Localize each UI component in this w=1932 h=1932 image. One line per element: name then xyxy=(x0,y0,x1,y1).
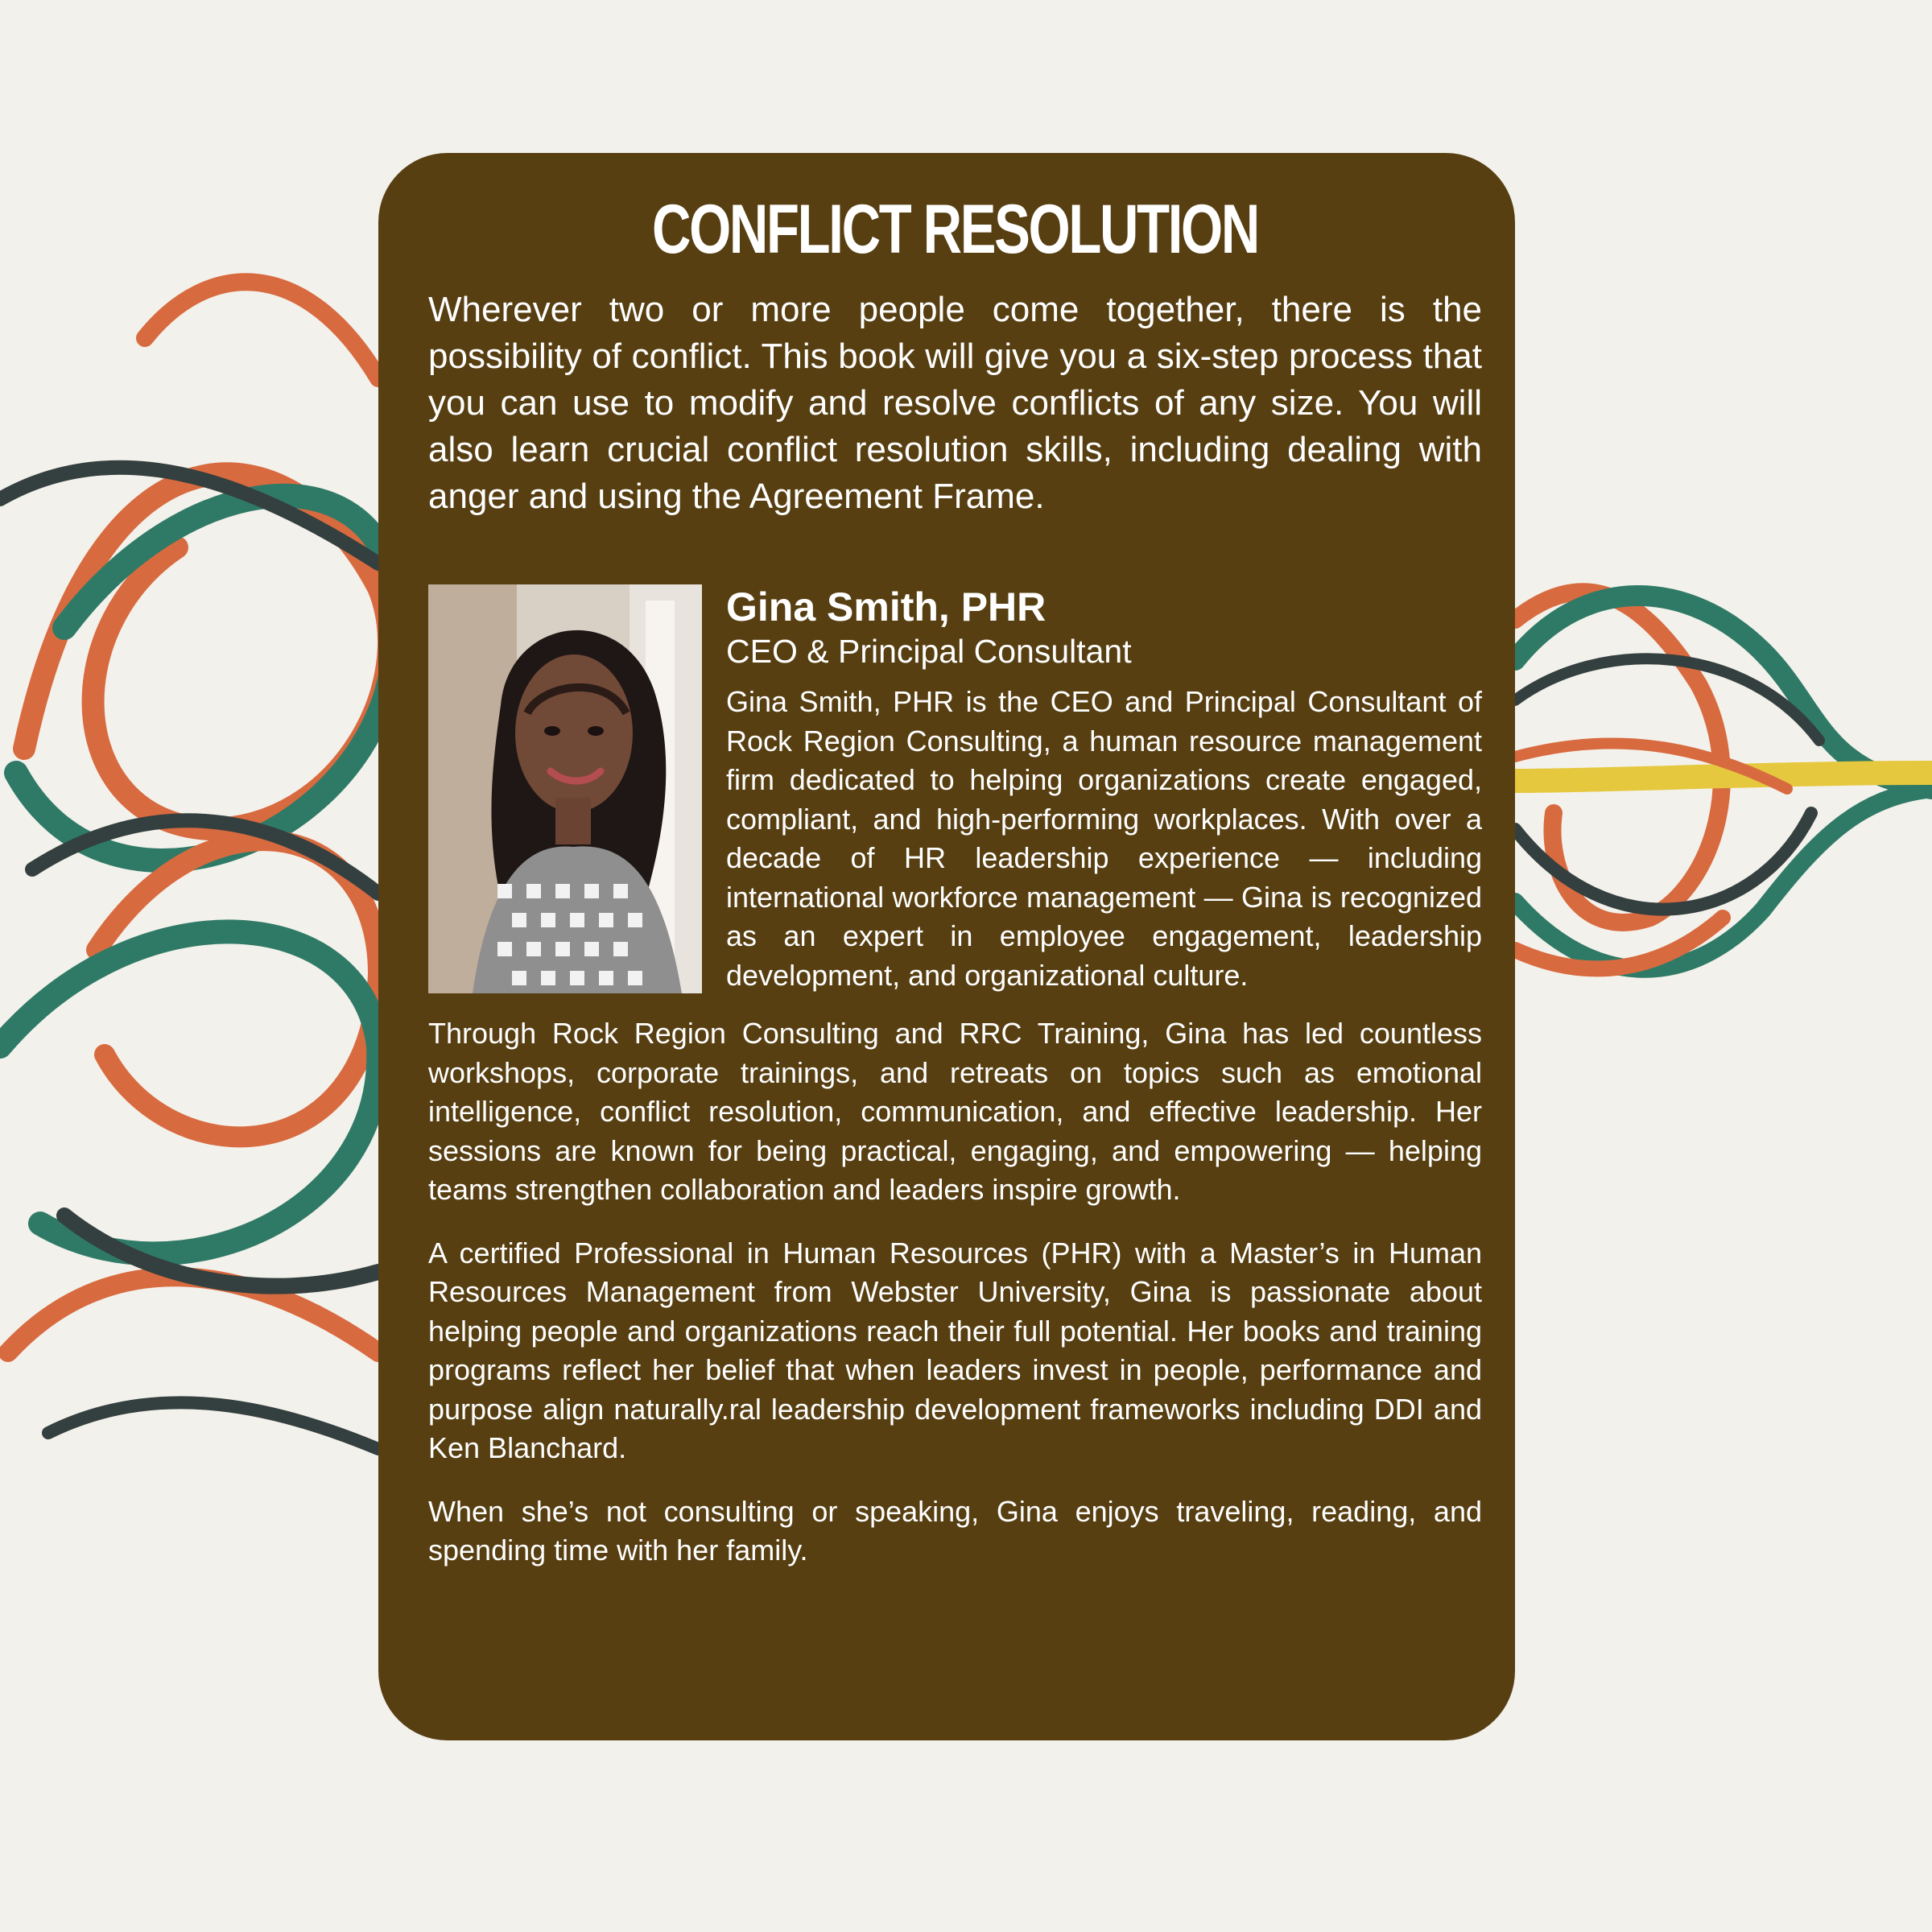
book-description: Wherever two or more people come together, there is the possibility of conflict. This book will give you a six-step process that you can use to modify and resolve conflicts of any size. You will also learn crucial conflict resolution skills, including dealing with anger and using the Agreement Frame. xyxy=(428,290,1482,516)
author-photo xyxy=(428,584,702,993)
author-section xyxy=(428,584,1482,995)
author-bio-paragraph: A certified Professional in Human Resources (PHR) with a Master’s in Human Resources Management from Webster University, Gina is passionate about helping people and organizations reach their full potential. Her books and training programs reflect her belief that when leaders invest in people, performance and purpose align naturally.ral leadership development frameworks including DDI and Ken Blanchard. xyxy=(428,1236,1482,1464)
book-info-card xyxy=(378,153,1515,1740)
author-bio-paragraph: Gina Smith, PHR is the CEO and Principal Consultant of Rock Region Consulting, a human resource management firm dedicated to helping organizations create engaged, compliant, and high-performing workplaces. With over a decade of HR leadership experience — including international workforce management — Gina is recognized as an expert in employee engagement, leadership development, and organizational culture. xyxy=(726,685,1482,992)
author-intro xyxy=(726,584,1482,995)
author-role: CEO & Principal Consultant xyxy=(726,633,1132,670)
author-bio-paragraph: Through Rock Region Consulting and RRC Training, Gina has led countless workshops, corporate trainings, and retreats on topics such as emotional intelligence, conflict resolution, communication, and effective leadership. Her sessions are known for being practical, engaging, and empowering — helping teams strengthen collaboration and leaders inspire growth. xyxy=(428,1017,1482,1206)
author-bio-paragraph: When she’s not consulting or speaking, Gina enjoys traveling, reading, and spending time with her family. xyxy=(428,1494,1482,1567)
author-name: Gina Smith, PHR xyxy=(726,584,1046,630)
book-title: CONFLICT RESOLUTION xyxy=(651,191,1258,268)
